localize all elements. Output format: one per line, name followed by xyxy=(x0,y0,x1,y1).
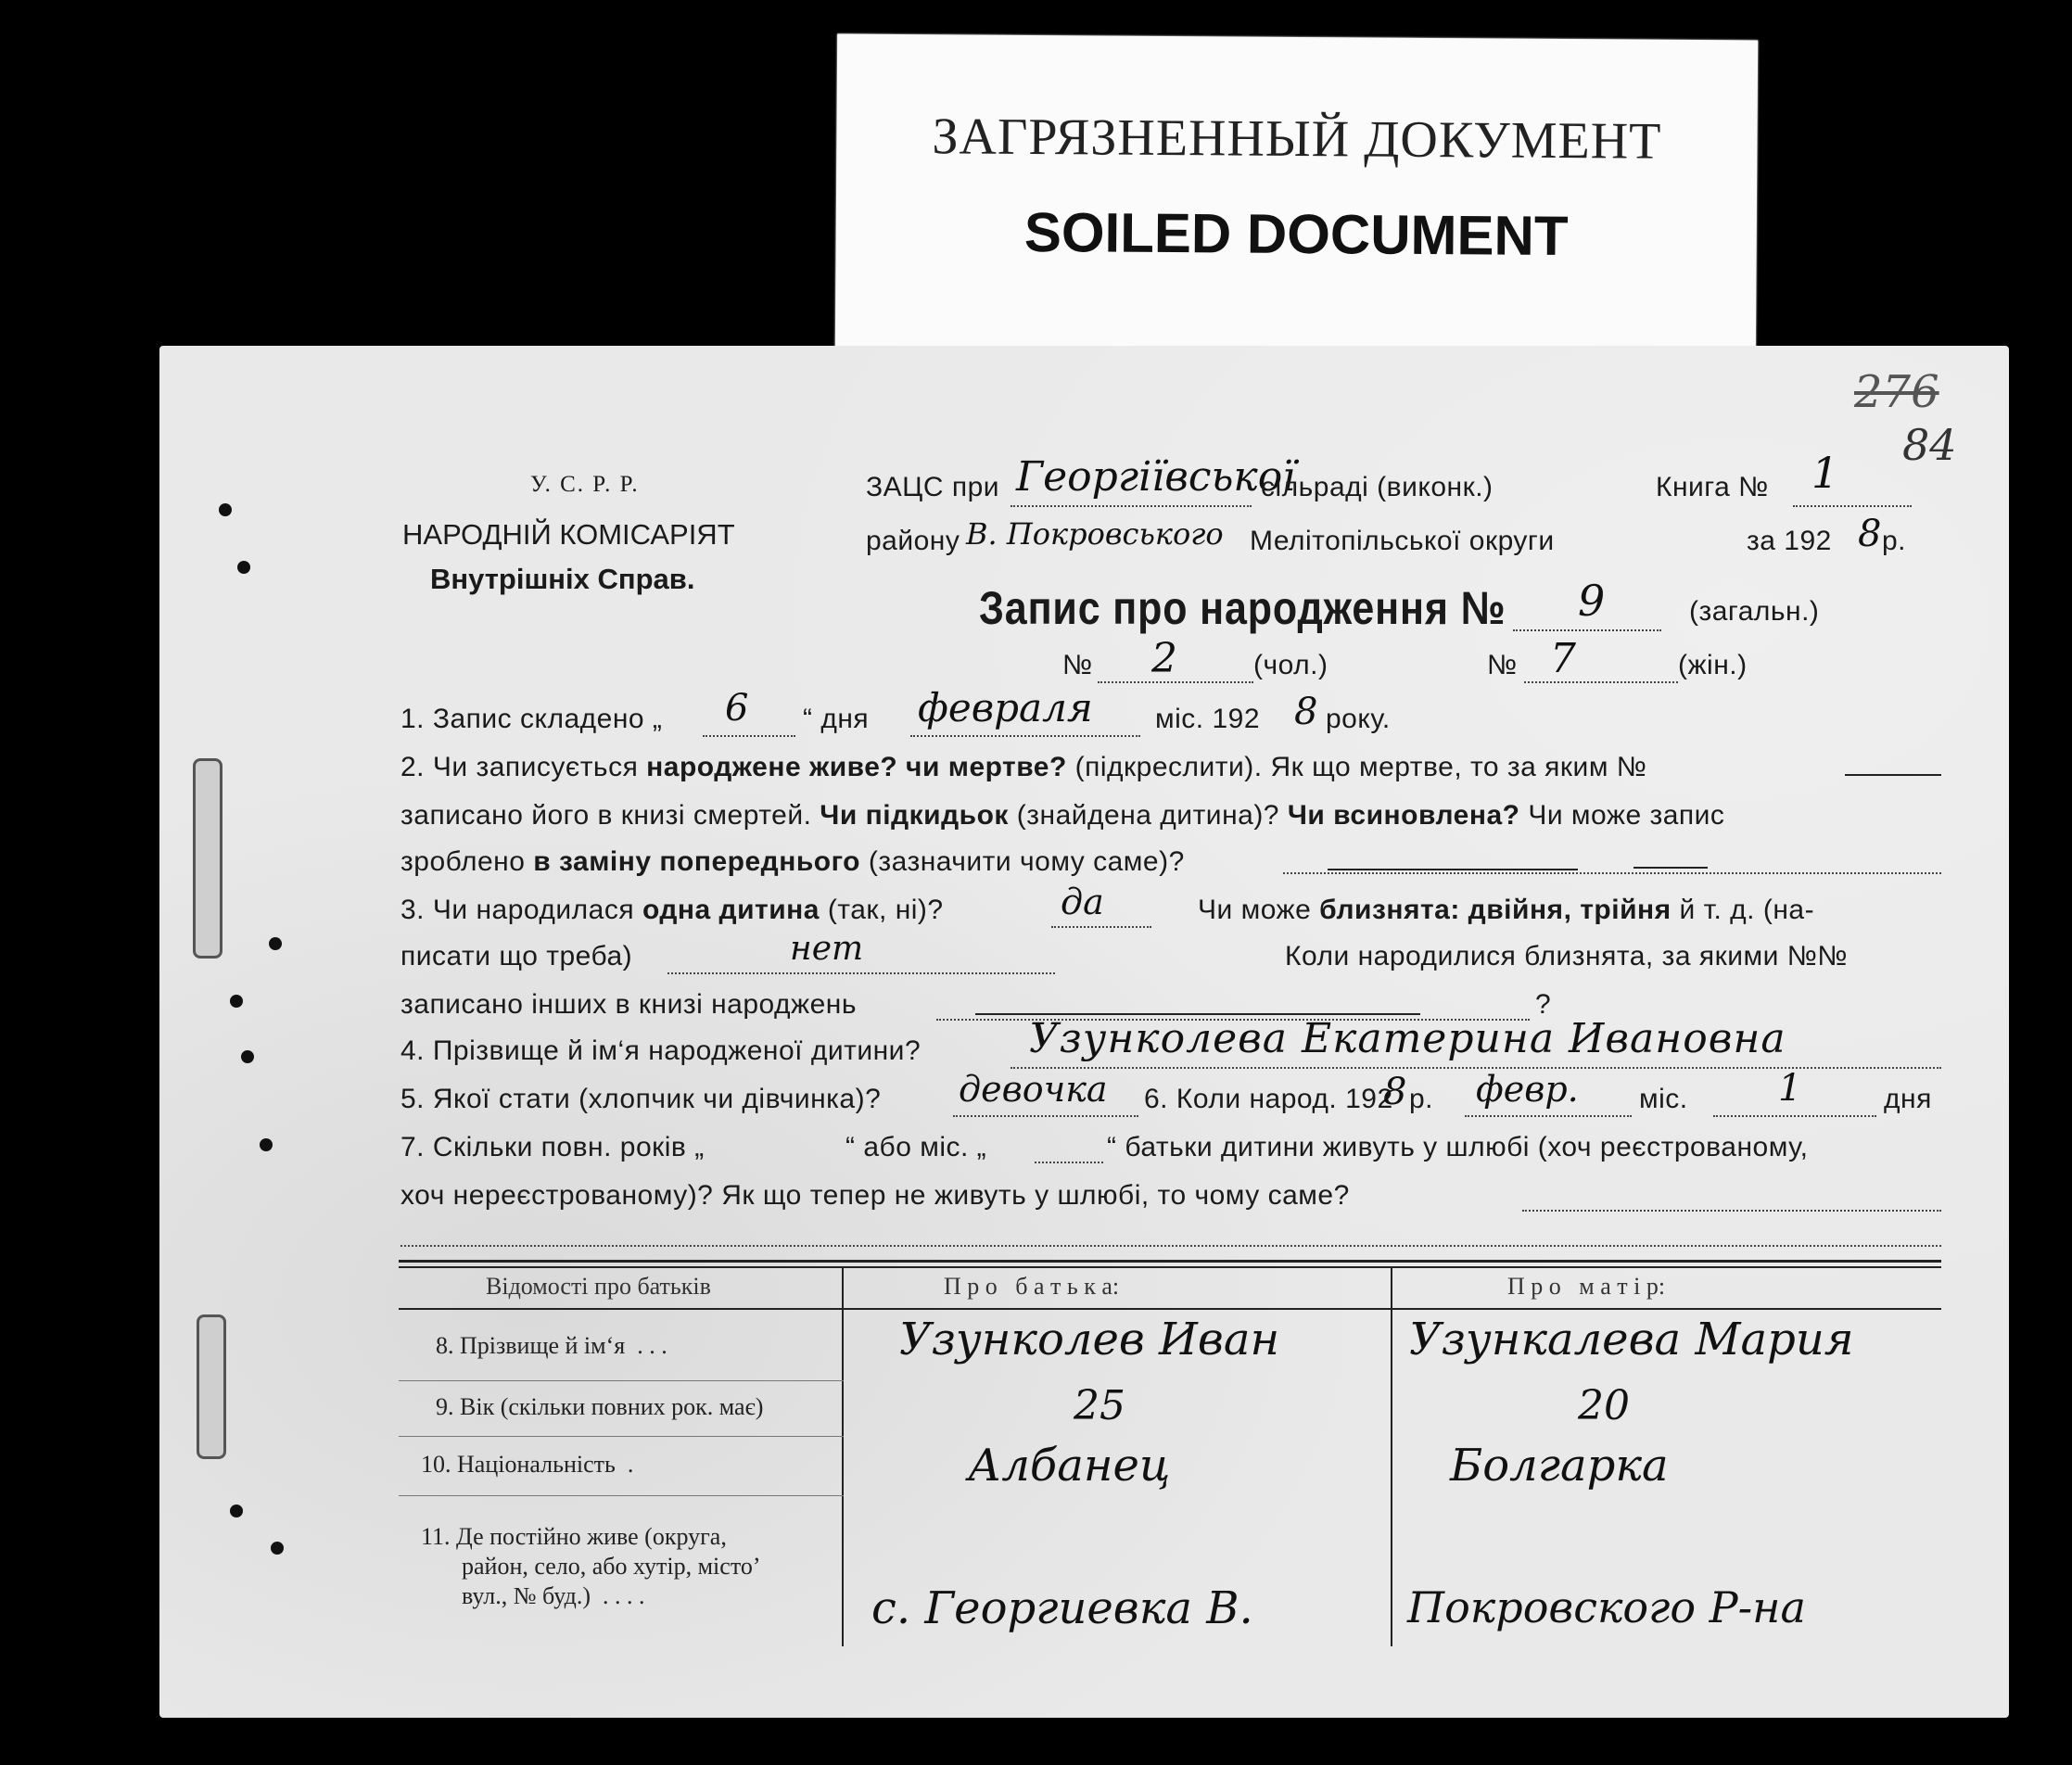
item7-reason-line2 xyxy=(400,1245,1941,1247)
item2-line3-bold: в заміну попереднього xyxy=(533,846,861,877)
female-number-line xyxy=(1524,681,1678,683)
item6-label-d: дня xyxy=(1884,1084,1932,1114)
table-divider-2 xyxy=(1391,1266,1392,1646)
item6-day-line xyxy=(1713,1115,1876,1117)
item7-line1-b: “ або міс. „ xyxy=(845,1132,987,1162)
item1-text-c: міс. 192 xyxy=(1155,704,1261,734)
item6-year: 8 xyxy=(1383,1071,1407,1113)
binding-hole xyxy=(237,561,250,574)
zags-value: Георгіївської xyxy=(1016,453,1296,501)
corner-number: 84 xyxy=(1902,420,1957,470)
label-russian: ЗАГРЯЗНЕННЫЙ ДОКУМЕНТ xyxy=(932,108,1662,171)
header-internal-affairs: Внутрішніх Справ. xyxy=(430,563,695,595)
staple-mark xyxy=(193,758,222,959)
item2-line1 xyxy=(400,752,1646,783)
item4-child-name: Узунколева Екатерина Ивановна xyxy=(1029,1015,1786,1062)
book-value: 1 xyxy=(1811,448,1839,498)
row10-father-nationality: Албанец xyxy=(968,1440,1171,1492)
row9-father-age: 25 xyxy=(1074,1382,1125,1429)
item3-line1-left xyxy=(400,895,944,926)
birth-record-form xyxy=(159,346,2009,1718)
table-top-rule xyxy=(399,1260,1941,1263)
item6-label-c: міс. xyxy=(1639,1084,1688,1114)
item3-line2-a: писати що треба) xyxy=(400,941,633,971)
item7-reason-line xyxy=(1522,1210,1941,1212)
item2-line3 xyxy=(400,846,1185,878)
year-prefix: за 192 xyxy=(1747,526,1832,556)
binding-hole xyxy=(241,1050,254,1063)
item5-sex-value: девочка xyxy=(959,1069,1108,1110)
soiled-document-label xyxy=(835,34,1758,361)
item7-line1-c: “ батьки дитини живуть у шлюбі (хоч реєстрованому, xyxy=(1107,1132,1809,1162)
year-suffix: р. xyxy=(1882,526,1907,556)
row9-mother-age: 20 xyxy=(1578,1382,1630,1429)
record-number: 9 xyxy=(1578,576,1606,626)
item6-day: 1 xyxy=(1778,1067,1802,1110)
row11-label-line1: 11. Де постійно живе (округа, xyxy=(421,1523,727,1550)
item3-line1-a: 3. Чи народилася xyxy=(400,895,642,925)
item2-line2 xyxy=(400,800,1724,832)
item3-line1-bold2: близнята: двійня, трійня xyxy=(1319,895,1672,925)
label-english: SOILED DOCUMENT xyxy=(1023,200,1569,268)
row11-label-line2: район, село, або хутір, місто’ xyxy=(462,1553,761,1580)
record-title: Запис про народження № xyxy=(979,582,1506,634)
item2-line2-bold1: Чи підкидьок xyxy=(820,800,1009,831)
female-number-prefix: № xyxy=(1487,650,1518,680)
row9-label: 9. Вік (скільки повних рок. має) xyxy=(436,1393,764,1420)
female-number-label: (жін.) xyxy=(1678,650,1748,680)
item7-line2: хоч нереєстрованому)? Як що тепер не живуть у шлюбі, то чому саме? xyxy=(400,1180,1350,1211)
row8-rule xyxy=(399,1380,844,1381)
item3-line1-b: (так, ні)? xyxy=(819,895,944,925)
item3-twins-line xyxy=(667,972,1055,974)
item1-month-line xyxy=(910,735,1140,737)
zags-line xyxy=(1011,505,1252,507)
rayon-value: В. Покровського xyxy=(966,516,1224,552)
table-head-rule xyxy=(399,1308,1941,1310)
row9-rule xyxy=(399,1436,844,1437)
book-line xyxy=(1793,505,1912,507)
item1-day: 6 xyxy=(725,687,749,730)
okruha-label: Мелітопільської округи xyxy=(1250,526,1555,556)
row11-mother-residence: Покровского Р-на xyxy=(1407,1582,1806,1632)
item2-line2-bold2: Чи всиновлена? xyxy=(1287,800,1520,831)
binding-hole xyxy=(260,1138,273,1151)
item2-line3-a: зроблено xyxy=(400,846,534,877)
item2-line1-a: 2. Чи записується xyxy=(400,752,647,782)
item1-text-d: року. xyxy=(1326,704,1391,734)
item3-line1-bold1: одна дитина xyxy=(642,895,820,925)
zags-suffix: сільраді (виконк.) xyxy=(1261,472,1494,502)
item3-line1-right xyxy=(1198,895,1814,926)
item5-label: 5. Якої стати (хлопчик чи дівчинка)? xyxy=(400,1084,882,1114)
item2-line2-b: (знайдена дитина)? xyxy=(1008,800,1288,831)
item6-month: февр. xyxy=(1476,1069,1579,1110)
table-divider-1 xyxy=(842,1266,844,1646)
item2-line3-b: (зазначити чому саме)? xyxy=(860,846,1185,877)
item6-month-line xyxy=(1465,1115,1632,1117)
header-commissariat: НАРОДНІЙ КОМІСАРІЯТ xyxy=(402,518,735,551)
staple-mark xyxy=(197,1314,226,1459)
male-number-label: (чол.) xyxy=(1253,650,1328,680)
item1-text-b: “ дня xyxy=(803,704,870,734)
binding-hole xyxy=(269,937,282,950)
record-general-label: (загальн.) xyxy=(1689,596,1820,627)
table-head-parents: Відомості про батьків xyxy=(486,1273,711,1300)
row11-father-residence: с. Георгиевка В. xyxy=(871,1582,1253,1634)
item3-line3-a: записано інших в книзі народжень xyxy=(400,989,858,1020)
record-number-line xyxy=(1513,629,1661,631)
row10-mother-nationality: Болгарка xyxy=(1450,1440,1669,1492)
rayon-prefix: району xyxy=(866,526,960,556)
row11-label-line3: вул., № буд.) . . . . xyxy=(462,1582,645,1609)
item1-month: февраля xyxy=(918,685,1093,730)
row8-mother-name: Узункалева Мария xyxy=(1409,1314,1854,1365)
item3-line3-b: ? xyxy=(1535,989,1552,1020)
item5-line xyxy=(953,1115,1138,1117)
zags-prefix: ЗАЦС при xyxy=(866,472,1000,502)
row10-rule xyxy=(399,1495,844,1496)
male-number-prefix: № xyxy=(1062,650,1093,680)
item2-line1-b: (підкреслити). Як що мертве, то за яким № xyxy=(1066,752,1647,782)
item3-one-child-line xyxy=(1051,926,1151,928)
binding-hole xyxy=(219,503,232,516)
item2-reason-dash xyxy=(1328,869,1578,870)
year-value: 8 xyxy=(1858,513,1882,555)
corner-number-crossed: 276 xyxy=(1854,366,1939,418)
item2-line2-a: записано його в книзі смертей. xyxy=(400,800,820,831)
item3-line1-c: Чи може xyxy=(1198,895,1320,925)
male-number: 2 xyxy=(1151,635,1177,682)
item1-text-a: 1. Запис складено „ xyxy=(400,704,663,734)
header-ussr: У. С. Р. Р. xyxy=(530,472,640,497)
item7-months-line xyxy=(1035,1162,1103,1163)
table-top-rule2 xyxy=(399,1266,1941,1268)
row8-father-name: Узунколев Иван xyxy=(899,1314,1280,1365)
item7-line1-a: 7. Скільки повн. років „ xyxy=(400,1132,705,1162)
item2-line2-c: Чи може запис xyxy=(1519,800,1725,831)
item3-line1-d: й т. д. (на- xyxy=(1671,895,1815,925)
item4-label: 4. Прізвище й ім‘я народженої дитини? xyxy=(400,1035,922,1066)
item3-twins-value: нет xyxy=(790,930,864,968)
item1-year: 8 xyxy=(1294,691,1318,733)
item6-label-a: 6. Коли народ. 192 xyxy=(1144,1084,1393,1114)
item2-reason-line xyxy=(1283,872,1941,874)
item2-reason-dash xyxy=(1633,867,1708,869)
book-label: Книга № xyxy=(1656,472,1769,502)
binding-hole xyxy=(230,995,243,1008)
female-number: 7 xyxy=(1550,635,1576,682)
item1-day-line xyxy=(703,735,795,737)
binding-hole xyxy=(230,1505,243,1517)
item6-label-b: р. xyxy=(1409,1084,1434,1114)
binding-hole xyxy=(271,1542,284,1555)
item2-line1-bold: народжене живе? чи мертве? xyxy=(646,752,1067,782)
item3-one-child-value: да xyxy=(1061,882,1104,922)
row8-label: 8. Прізвище й ім‘я . . . xyxy=(436,1332,667,1359)
table-head-mother: П р о м а т і р: xyxy=(1507,1273,1666,1300)
row10-label: 10. Національність . xyxy=(421,1451,634,1478)
table-head-father: П р о б а т ь к а: xyxy=(944,1273,1120,1300)
item3-line2-b: Коли народилися близнята, за якими №№ xyxy=(1285,941,1849,971)
item2-death-number-line xyxy=(1845,774,1941,776)
